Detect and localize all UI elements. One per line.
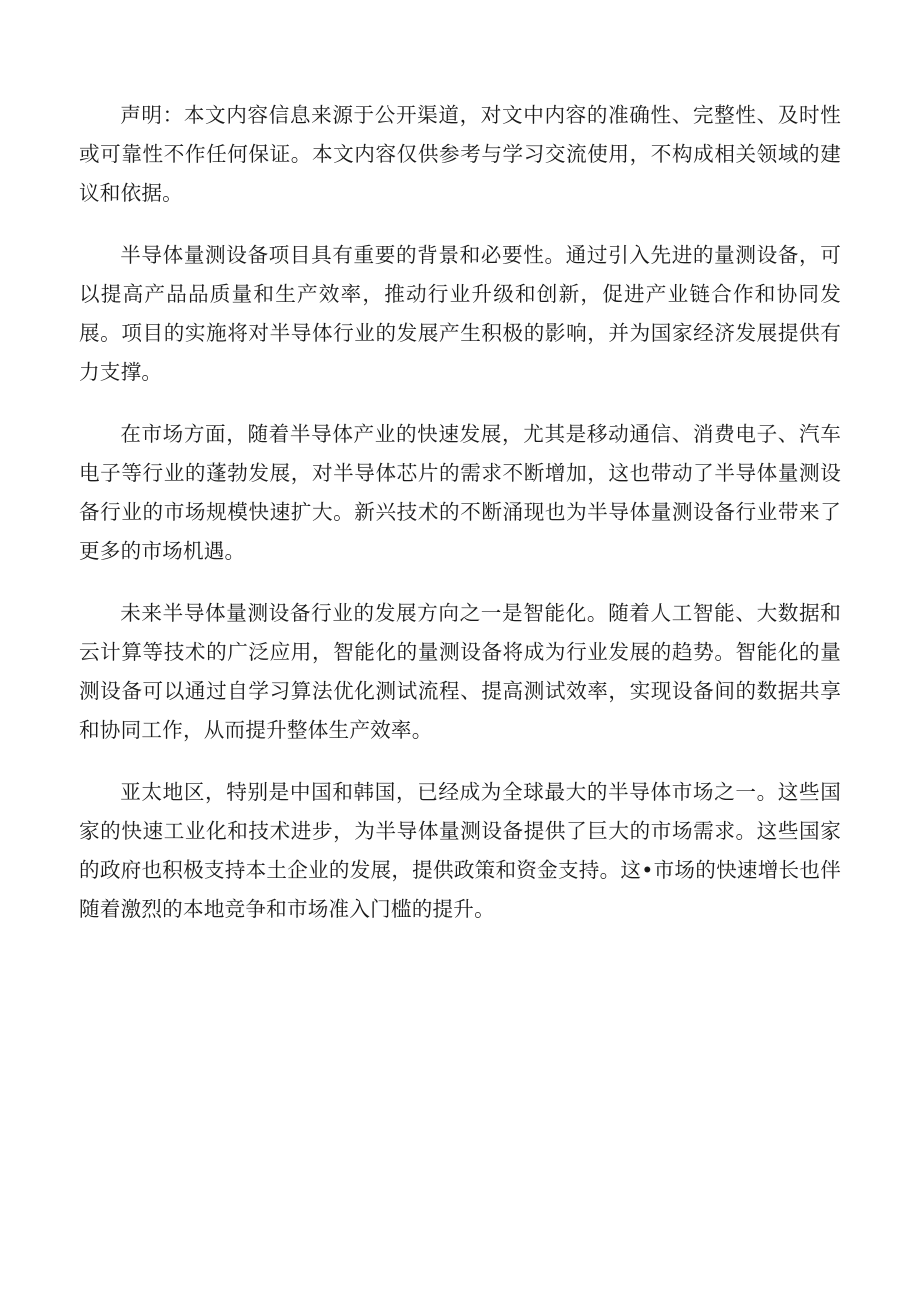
market-paragraph: 在市场方面，随着半导体产业的快速发展，尤其是移动通信、消费电子、汽车电子等行业的蓬勃发展，对半导体芯片的需求不断增加，这也带动了半导体量测设备行业的市场规模快速扩大。新兴技术的不断涌现也为半导体量测设备行业带来了更多的市场机遇。 (79, 422, 841, 563)
asia-pacific-paragraph: 亚太地区，特别是中国和韩国，已经成为全球最大的半导体市场之一。这些国家的快速工业化和技术进步，为半导体量测设备提供了巨大的市场需求。这些国家的政府也积极支持本土企业的发展，提供政策和资金支持。这•市场的快速增长也伴随着激烈的本地竞争和市场准入门槛的提升。 (79, 780, 841, 921)
disclaimer-paragraph: 声明：本文内容信息来源于公开渠道，对文中内容的准确性、完整性、及时性或可靠性不作任何保证。本文内容仅供参考与学习交流使用，不构成相关领域的建议和依据。 (79, 103, 841, 205)
background-paragraph: 半导体量测设备项目具有重要的背景和必要性。通过引入先进的量测设备，可以提高产品品质量和生产效率，推动行业升级和创新，促进产业链合作和协同发展。项目的实施将对半导体行业的发展产生积极的影响，并为国家经济发展提供有力支撑。 (79, 243, 841, 384)
document-body (79, 96, 841, 952)
intelligence-trend-paragraph: 未来半导体量测设备行业的发展方向之一是智能化。随着人工智能、大数据和云计算等技术的广泛应用，智能化的量测设备将成为行业发展的趋势。智能化的量测设备可以通过自学习算法优化测试流程、提高测试效率，实现设备间的数据共享和协同工作，从而提升整体生产效率。 (79, 601, 841, 742)
